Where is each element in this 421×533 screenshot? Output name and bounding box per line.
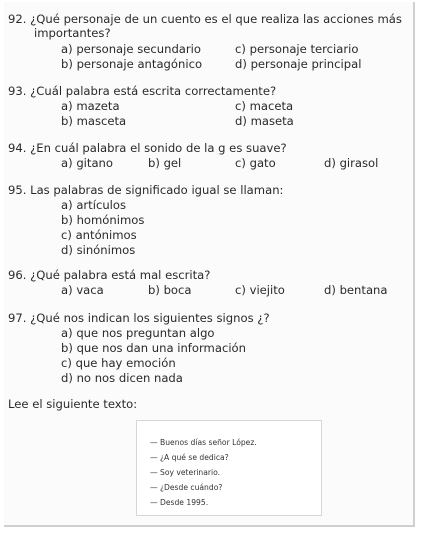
q94-option-a: a) gitano (61, 156, 113, 170)
question-97: 97. ¿Qué nos indican los siguientes signos ¿? (8, 311, 270, 325)
dialogue-line: — ¿A qué se dedica? (150, 453, 229, 462)
q95-option-d: d) sinónimos (61, 243, 136, 257)
question-96: 96. ¿Qué palabra está mal escrita? (8, 268, 211, 282)
q97-option-a: a) que nos preguntan algo (61, 326, 215, 340)
q96-option-c: c) viejito (235, 283, 285, 297)
dialogue-box (136, 420, 322, 516)
q93-option-b: b) masceta (61, 114, 127, 128)
dialogue-line: — Soy veterinario. (150, 468, 221, 477)
q94-option-c: c) gato (235, 156, 276, 170)
q96-option-a: a) vaca (61, 283, 104, 297)
q93-option-a: a) mazeta (61, 99, 120, 113)
q92-option-c: c) personaje terciario (235, 42, 359, 56)
dialogue-line: — Buenos días señor López. (150, 438, 257, 447)
question-94: 94. ¿En cuál palabra el sonido de la g es suave? (8, 141, 287, 155)
q95-option-b: b) homónimos (61, 213, 145, 227)
q93-option-d: d) maseta (235, 114, 294, 128)
dialogue-line: — ¿Desde cuándo? (150, 483, 223, 492)
q97-option-d: d) no nos dicen nada (61, 371, 183, 385)
q92-option-b: b) personaje antagónico (61, 57, 203, 71)
q96-option-d: d) bentana (324, 283, 388, 297)
question-92-line1: 92. ¿Qué personaje de un cuento es el que realiza las acciones más (8, 12, 402, 26)
q92-option-d: d) personaje principal (235, 57, 362, 71)
q96-option-b: b) boca (148, 283, 192, 297)
q94-option-d: d) girasol (324, 156, 379, 170)
reading-intro: Lee el siguiente texto: (8, 397, 138, 411)
question-92-line2: importantes? (34, 26, 111, 40)
question-95: 95. Las palabras de significado igual se llaman: (8, 183, 284, 197)
worksheet-page (4, 2, 415, 527)
question-93: 93. ¿Cuál palabra está escrita correctamente? (8, 84, 277, 98)
q95-option-a: a) artículos (61, 198, 127, 212)
q95-option-c: c) antónimos (61, 228, 137, 242)
q97-option-b: b) que nos dan una información (61, 341, 246, 355)
q92-option-a: a) personaje secundario (61, 42, 201, 56)
q93-option-c: c) maceta (235, 99, 294, 113)
dialogue-line: — Desde 1995. (150, 498, 209, 507)
q97-option-c: c) que hay emoción (61, 356, 176, 370)
q94-option-b: b) gel (148, 156, 182, 170)
